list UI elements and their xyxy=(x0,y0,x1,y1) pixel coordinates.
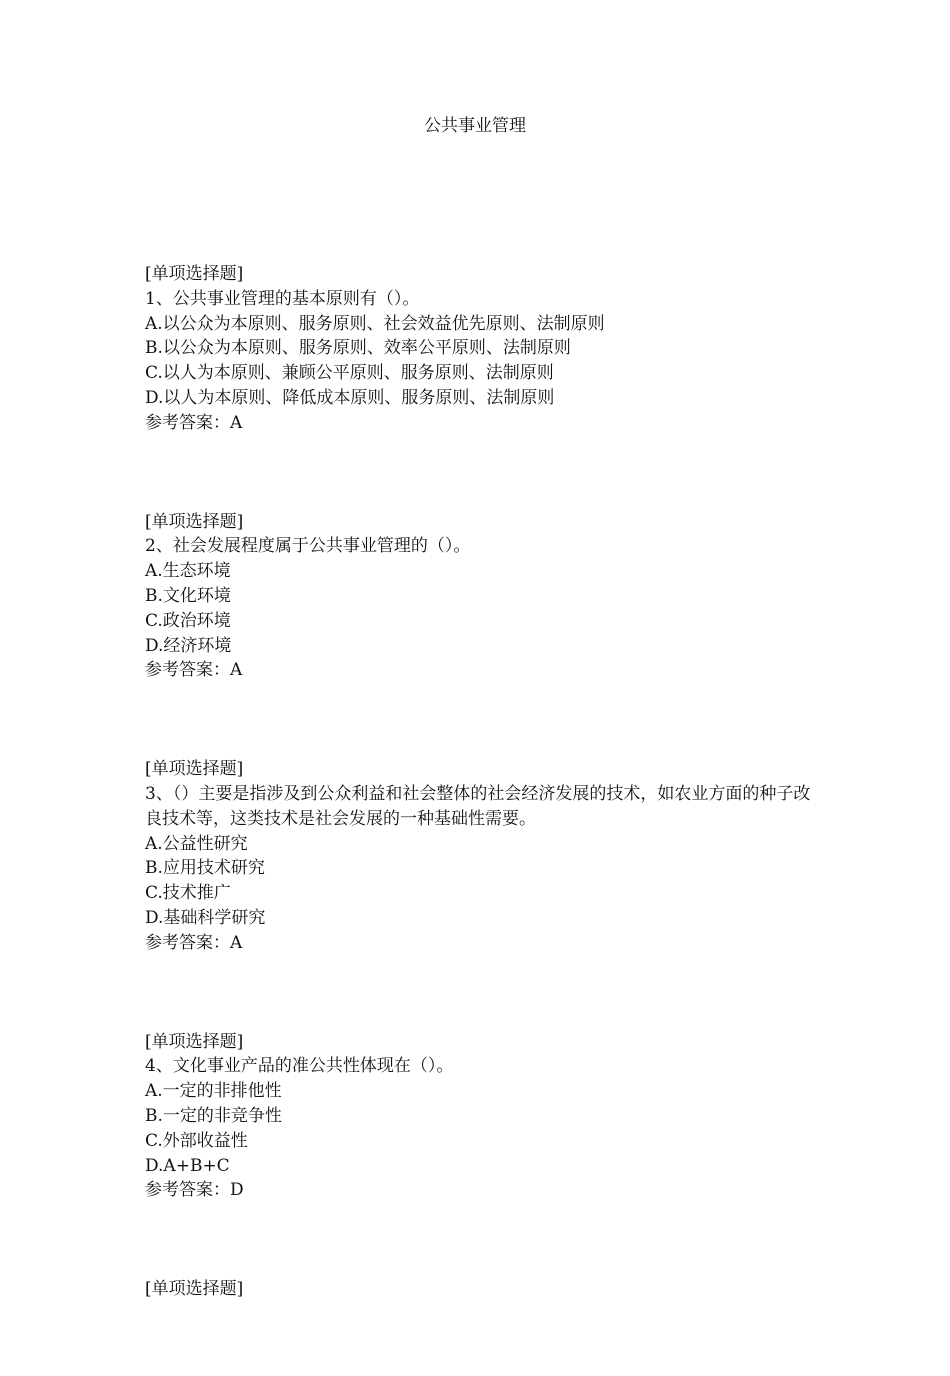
reference-answer: 参考答案：A xyxy=(145,660,243,681)
question-type: [单项选择题] xyxy=(145,759,244,780)
option-c: C.技术推广 xyxy=(145,883,231,904)
option-d: D.经济环境 xyxy=(145,635,232,656)
question-type: [单项选择题] xyxy=(145,511,244,532)
option-a: A.公益性研究 xyxy=(145,833,248,854)
reference-answer: 参考答案：D xyxy=(145,1180,244,1201)
option-a: A.以公众为本原则、服务原则、社会效益优先原则、法制原则 xyxy=(145,313,605,334)
option-d: D.以人为本原则、降低成本原则、服务原则、法制原则 xyxy=(145,387,555,408)
option-c: C.外部收益性 xyxy=(145,1130,248,1151)
reference-answer: 参考答案：A xyxy=(145,412,243,433)
option-b: B.一定的非竞争性 xyxy=(145,1105,282,1126)
question-3 xyxy=(145,757,815,955)
option-b: B.文化环境 xyxy=(145,585,231,606)
question-type: [单项选择题] xyxy=(145,264,244,284)
option-a: A.生态环境 xyxy=(145,561,231,582)
question-stem: 2、社会发展程度属于公共事业管理的（）。 xyxy=(145,536,471,557)
question-5 xyxy=(145,1277,815,1302)
question-stem: 3、（）主要是指涉及到公众利益和社会整体的社会经济发展的技术，如农业方面的种子改良技术等，这类技术是社会发展的一种基础性需要。 xyxy=(145,783,811,829)
question-type: [单项选择题] xyxy=(145,1031,244,1052)
question-stem: 1、公共事业管理的基本原则有（）。 xyxy=(145,288,420,309)
question-stem: 4、文化事业产品的准公共性体现在（）。 xyxy=(145,1056,454,1077)
option-a: A.一定的非排他性 xyxy=(145,1081,282,1102)
option-c: C.以人为本原则、兼顾公平原则、服务原则、法制原则 xyxy=(145,363,554,384)
question-type: [单项选择题] xyxy=(145,1279,244,1300)
question-1 xyxy=(145,262,815,436)
reference-answer: 参考答案：A xyxy=(145,932,243,953)
option-c: C.政治环境 xyxy=(145,610,231,631)
question-list xyxy=(145,262,815,1376)
option-d: D.A+B+C xyxy=(145,1155,230,1176)
page-title: 公共事业管理 xyxy=(424,116,526,136)
question-4 xyxy=(145,1030,815,1204)
option-b: B.应用技术研究 xyxy=(145,858,265,879)
question-2 xyxy=(145,510,815,684)
option-b: B.以公众为本原则、服务原则、效率公平原则、法制原则 xyxy=(145,338,571,359)
option-d: D.基础科学研究 xyxy=(145,907,266,928)
